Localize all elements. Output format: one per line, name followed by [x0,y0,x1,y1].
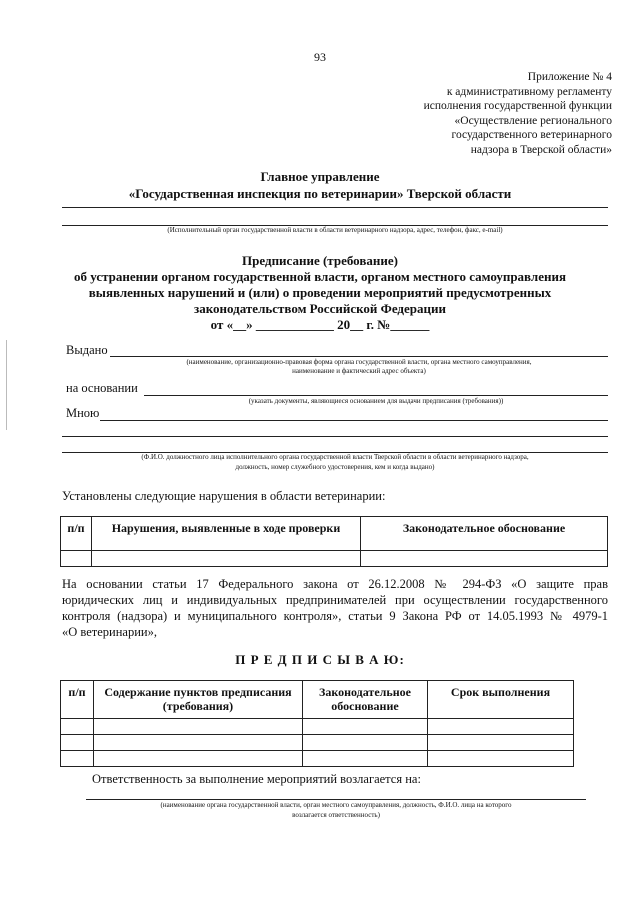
legal-basis-line-4: «О ветеринарии», [62,625,157,639]
authority-caption: (Исполнительный орган государственной власти в области ветеринарного надзора, адрес, телефон, факс, e-mail) [167,226,503,234]
table-cell[interactable] [94,719,303,735]
table-cell[interactable] [61,751,94,767]
scan-edge-mark [6,340,7,430]
responsibility-field[interactable] [86,799,586,800]
table-header-row [61,517,608,551]
table-cell[interactable] [303,735,428,751]
table-row [61,751,574,767]
table-row [61,735,574,751]
col-deadline: Срок выполнения [428,681,574,719]
authority-rule [62,207,608,208]
issued-caption-2: наименование и фактический адрес объекта) [292,367,426,375]
table-cell[interactable] [92,551,361,567]
document-date-line: от «__» ____________ 20__ г. №______ [210,317,430,332]
table-cell[interactable] [94,735,303,751]
responsibility-text: Ответственность за выполнение мероприятий возлагается на: [92,772,421,786]
order-heading: П Р Е Д П И С Ы В А Ю: [235,652,405,667]
basis-field[interactable] [144,395,608,396]
appendix-note [352,70,612,158]
table-cell[interactable] [428,751,574,767]
issued-caption: (наименование, организационно-правовая форма органа государственной власти, органа местного самоуправления, [186,358,532,366]
responsibility-caption: (наименование органа государственной власти, орган местного самоуправления, должность, Ф.И.О. лица на которого [160,801,512,809]
document-subtitle-3: законодательством Российской Федерации [194,301,446,316]
table-cell[interactable] [428,719,574,735]
appendix-line: надзора в Тверской области» [470,143,612,156]
violations-intro: Установлены следующие нарушения в области ветеринарии: [62,489,386,503]
table-cell[interactable] [94,751,303,767]
table-cell[interactable] [61,735,94,751]
issued-label: Выдано [66,343,108,357]
col-legal-basis: Законодательное обоснование [361,517,608,551]
official-caption-2: должность, номер служебного удостоверения, кем и когда выдано) [235,463,435,471]
col-number: п/п [61,517,92,551]
document-title: Предписание (требование) [242,253,398,268]
table-row [61,719,574,735]
orders-table [60,680,574,767]
table-cell[interactable] [361,551,608,567]
col-number: п/п [61,681,94,719]
table-cell[interactable] [61,551,92,567]
legal-basis-line-2: юридических лиц и индивидуальных предпринимателей при осуществлении государственного [62,593,608,607]
page-number: 93 [314,50,326,64]
responsibility-caption-2: возлагается ответственность) [292,811,380,819]
authority-name: «Государственная инспекция по ветеринарии» Тверской области [128,186,512,201]
appendix-line: государственного ветеринарного [451,129,612,142]
col-order-content: Содержание пунктов предписания (требования) [94,681,303,719]
issued-field[interactable] [110,356,608,357]
col-legal-basis: Законодательное обоснование [303,681,428,719]
document-subtitle-2: выявленных нарушений и (или) о проведении мероприятий предусмотренных [88,285,552,300]
appendix-line: исполнения государственной функции [423,100,612,113]
table-cell[interactable] [303,751,428,767]
table-row [61,551,608,567]
basis-label: на основании [66,381,138,395]
violations-table [60,516,608,567]
document-subtitle-1: об устранении органом государственной власти, органом местного самоуправления [74,269,566,284]
authority-title: Главное управление [260,169,380,184]
by-me-label: Мною [66,406,100,420]
table-cell[interactable] [61,719,94,735]
official-caption: (Ф.И.О. должностного лица исполнительного органа государственной власти Тверской области в области ветеринарного надзора, [141,453,529,461]
appendix-line: Приложение № 4 [527,71,612,83]
official-field-line-2[interactable] [62,436,608,437]
appendix-line: к административному регламенту [446,85,612,98]
table-cell[interactable] [303,719,428,735]
legal-basis-line-3: контроля (надзора) и муниципального контроля», статьи 9 Закона РФ от 14.05.1993 № 4979-1 [62,609,608,623]
table-header-row [61,681,574,719]
by-me-field[interactable] [100,420,608,421]
basis-caption: (указать документы, являющиеся основанием для выдачи предписания (требования)) [248,397,504,405]
col-violations: Нарушения, выявленные в ходе проверки [92,517,361,551]
legal-basis-line-1: На основании статьи 17 Федерального закона от 26.12.2008 № 294-ФЗ «О защите прав [62,577,608,591]
table-cell[interactable] [428,735,574,751]
appendix-line: «Осуществление регионального [454,114,612,127]
